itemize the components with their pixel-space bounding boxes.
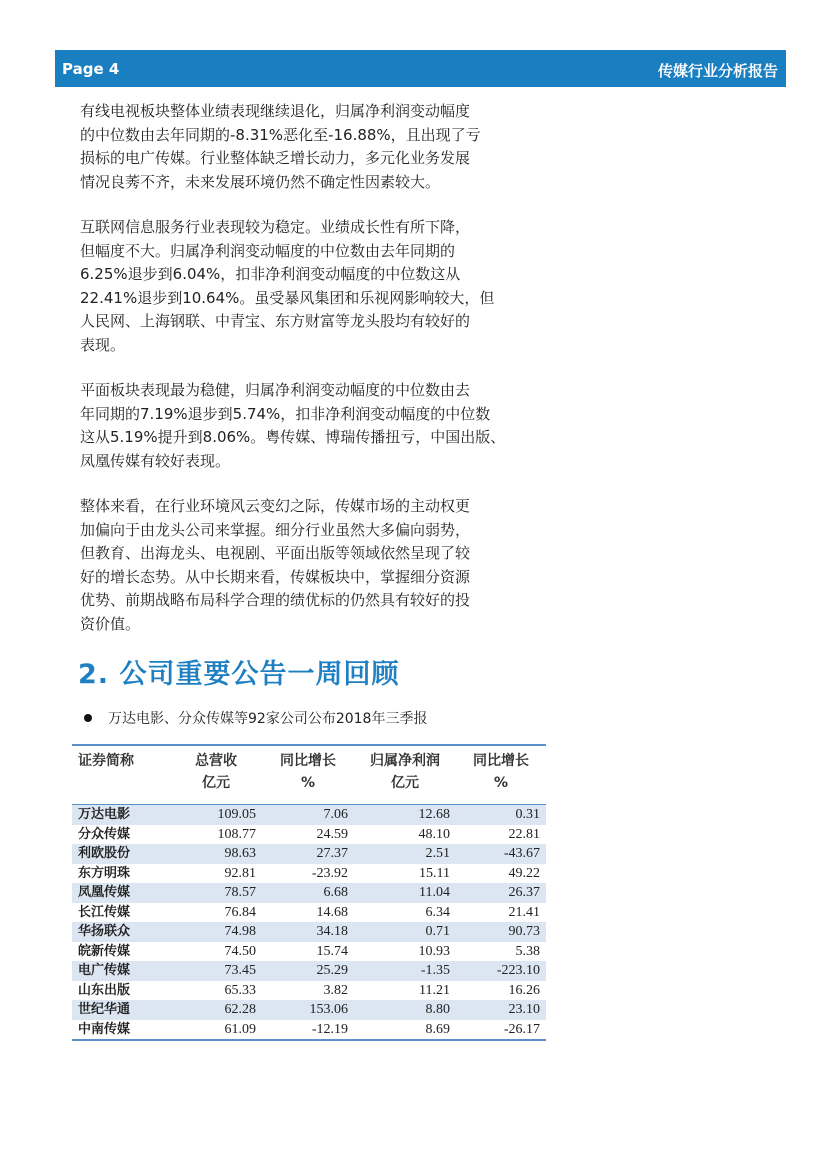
company-name-cell: 利欧股份	[72, 844, 170, 864]
value-cell: 27.37	[262, 844, 354, 864]
paragraph-line: 表现。	[80, 335, 126, 354]
column-header	[262, 745, 354, 805]
column-header-line: 证券简称	[78, 753, 134, 769]
paragraph-line: 但幅度不大。归属净利润变动幅度的中位数由去年同期的	[80, 241, 456, 260]
value-cell: 15.74	[316, 943, 348, 959]
bullet-text: 万达电影、分众传媒等92家公司公布2018年三季报	[108, 711, 428, 727]
paragraph-line: 年同期的7.19%退步到5.74%，扣非净利润变动幅度的中位数	[80, 404, 491, 423]
value-cell: -26.17	[503, 1021, 540, 1037]
company-name-cell: 华扬联众	[72, 922, 170, 942]
value-cell: 108.77	[217, 826, 256, 842]
paragraph	[80, 216, 545, 357]
column-header	[456, 745, 546, 805]
bullet-dot-icon	[84, 714, 92, 722]
value-cell: 65.33	[224, 982, 256, 998]
paragraph-line: 的中位数由去年同期的-8.31%恶化至-16.88%，且出现了亏	[80, 125, 481, 144]
company-name-cell: 世纪华通	[72, 1000, 170, 1020]
table-row	[72, 961, 546, 981]
paragraph-line: 平面板块表现最为稳健，归属净利润变动幅度的中位数由去	[80, 381, 471, 399]
value-cell: 62.28	[170, 1000, 262, 1020]
section-heading: 2. 公司重要公告一周回顾	[78, 659, 400, 690]
column-header-line: 亿元	[391, 775, 419, 791]
value-cell: 7.06	[262, 805, 354, 825]
company-name-cell: 山东出版	[78, 982, 131, 998]
company-name-cell: 电广传媒	[72, 961, 170, 981]
value-cell: 11.04	[354, 883, 456, 903]
column-header	[72, 745, 170, 805]
paragraph-line: 好的增长态势。从中长期来看，传媒板块中，掌握细分资源	[80, 567, 471, 586]
value-cell: -12.19	[311, 1021, 348, 1037]
column-header-line: 总营收	[195, 753, 237, 769]
value-cell: 0.31	[456, 805, 546, 825]
value-cell: 6.34	[425, 904, 450, 920]
table-row	[72, 1000, 546, 1020]
value-cell: 74.50	[224, 943, 256, 959]
value-cell: 12.68	[354, 805, 456, 825]
paragraph-line: 资价值。	[80, 614, 141, 633]
paragraph	[80, 495, 545, 636]
value-cell: 24.59	[316, 826, 348, 842]
value-cell: 61.09	[224, 1021, 256, 1037]
value-cell: 74.98	[170, 922, 262, 942]
bullet-item	[84, 708, 427, 728]
value-cell: 25.29	[262, 961, 354, 981]
value-cell: 90.73	[456, 922, 546, 942]
table-row	[72, 981, 546, 1001]
value-cell: -43.67	[456, 844, 546, 864]
value-cell: 2.51	[354, 844, 456, 864]
value-cell: 34.18	[262, 922, 354, 942]
table-row	[72, 844, 546, 864]
column-header-line: 亿元	[202, 775, 230, 791]
table-row	[72, 1020, 546, 1041]
value-cell: 23.10	[456, 1000, 546, 1020]
table-row	[72, 942, 546, 962]
value-cell: 15.11	[419, 865, 450, 881]
value-cell: 5.38	[515, 943, 540, 959]
value-cell: -23.92	[311, 865, 348, 881]
body-text	[80, 100, 545, 658]
value-cell: 73.45	[170, 961, 262, 981]
table-row	[72, 805, 546, 825]
value-cell: 3.82	[323, 982, 348, 998]
value-cell: -1.35	[354, 961, 456, 981]
value-cell: 109.05	[170, 805, 262, 825]
value-cell: 8.69	[425, 1021, 450, 1037]
report-title: 传媒行业分析报告	[657, 62, 778, 80]
paragraph	[80, 379, 545, 473]
company-name-cell: 长江传媒	[78, 904, 131, 920]
paragraph-line: 22.41%退步到10.64%。虽受暴风集团和乐视网影响较大，但	[80, 288, 495, 307]
company-name-cell: 凤凰传媒	[72, 883, 170, 903]
paragraph-line: 互联网信息服务行业表现较为稳定。业绩成长性有所下降，	[80, 218, 471, 236]
value-cell: 49.22	[508, 865, 540, 881]
paragraph-line: 整体来看，在行业环境风云变幻之际，传媒市场的主动权更	[80, 497, 471, 515]
page-number: Page 4	[62, 60, 120, 78]
value-cell: 153.06	[262, 1000, 354, 1020]
column-header-line: 归属净利润	[370, 753, 440, 769]
value-cell: 78.57	[170, 883, 262, 903]
value-cell: 92.81	[224, 865, 256, 881]
value-cell: 0.71	[354, 922, 456, 942]
paragraph-line: 凤凰传媒有较好表现。	[80, 451, 231, 470]
value-cell: 98.63	[170, 844, 262, 864]
paragraph-line: 但教育、出海龙头、电视剧、平面出版等领域依然呈现了较	[80, 544, 471, 562]
paragraph-line: 这从5.19%提升到8.06%。粤传媒、博瑞传播扭亏，中国出版、	[80, 428, 506, 446]
company-name-cell: 万达电影	[72, 805, 170, 825]
column-header-line: 同比增长	[280, 753, 336, 769]
table-row	[72, 825, 546, 845]
earnings-table	[72, 744, 546, 1041]
paragraph-line: 加偏向于由龙头公司来掌握。细分行业虽然大多偏向弱势，	[80, 520, 471, 539]
value-cell: -223.10	[456, 961, 546, 981]
column-header-line: %	[300, 775, 316, 791]
table-header-row	[72, 745, 546, 805]
paragraph-line: 6.25%退步到6.04%，扣非净利润变动幅度的中位数这从	[80, 265, 461, 283]
value-cell: 8.80	[354, 1000, 456, 1020]
paragraph	[80, 100, 545, 194]
value-cell: 22.81	[508, 826, 540, 842]
company-name-cell: 分众传媒	[78, 826, 131, 842]
company-name-cell: 中南传媒	[78, 1021, 131, 1037]
value-cell: 16.26	[508, 982, 540, 998]
company-name-cell: 东方明珠	[78, 865, 131, 881]
value-cell: 10.93	[418, 943, 450, 959]
table-row	[72, 883, 546, 903]
table-row	[72, 864, 546, 884]
value-cell: 48.10	[418, 826, 450, 842]
value-cell: 14.68	[316, 904, 348, 920]
paragraph-line: 损标的电广传媒。行业整体缺乏增长动力，多元化业务发展	[80, 149, 471, 167]
paragraph-line: 优势、前期战略布局科学合理的绩优标的仍然具有较好的投	[80, 591, 471, 609]
column-header	[170, 745, 262, 805]
page-header-bar	[55, 50, 786, 87]
paragraph-line: 人民网、上海钢联、中青宝、东方财富等龙头股均有较好的	[80, 312, 471, 330]
company-name-cell: 皖新传媒	[78, 943, 131, 959]
value-cell: 26.37	[456, 883, 546, 903]
column-header-line: %	[493, 775, 509, 791]
value-cell: 11.21	[419, 982, 450, 998]
table-row	[72, 922, 546, 942]
value-cell: 6.68	[262, 883, 354, 903]
value-cell: 76.84	[224, 904, 256, 920]
table-row	[72, 903, 546, 923]
column-header-line: 同比增长	[473, 753, 529, 769]
paragraph-line: 有线电视板块整体业绩表现继续退化，归属净利润变动幅度	[80, 102, 471, 120]
value-cell: 21.41	[508, 904, 540, 920]
paragraph-line: 情况良莠不齐，未来发展环境仍然不确定性因素较大。	[80, 172, 441, 191]
column-header	[354, 745, 456, 805]
